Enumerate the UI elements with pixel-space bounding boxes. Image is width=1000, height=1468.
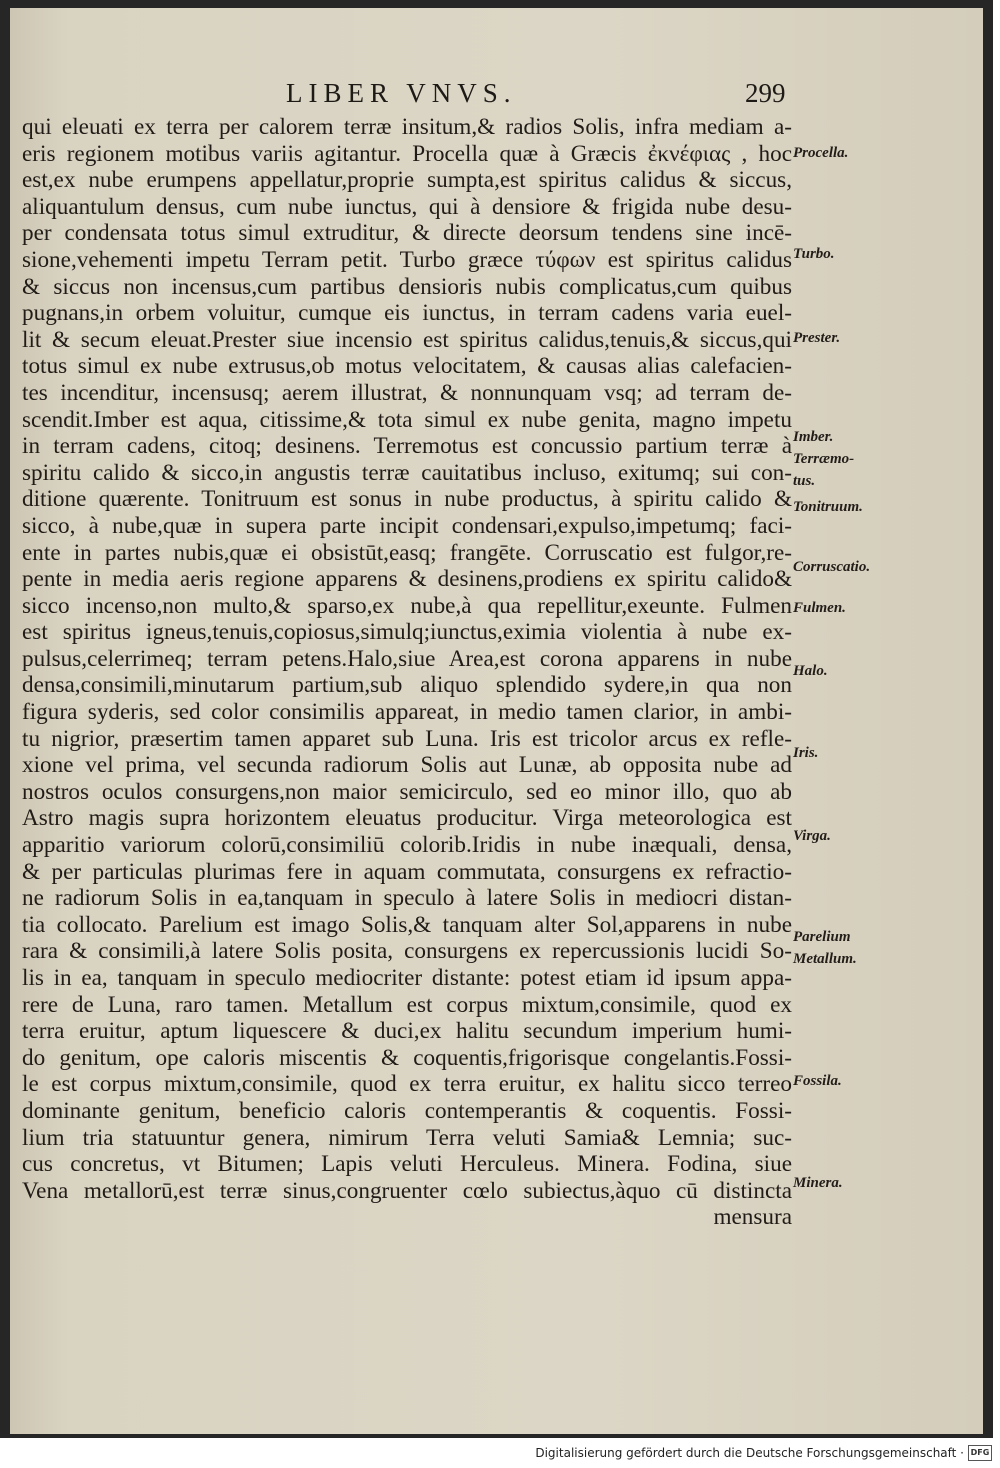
text-line: pulsus,celerrimeq; terram petens.Halo,siue Area,est corona apparens in nube [22, 645, 792, 672]
text-line: aliquantulum densus, cum nube iunctus, qui à densiore & frigida nube desu- [22, 193, 792, 220]
text-line: totus simul ex nube extrusus,ob motus velocitatem, & causas alias calefacien- [22, 353, 792, 380]
running-title: LIBER VNVS. [286, 78, 517, 108]
text-line: tes incenditur, incensusq; aerem illustrat, & nonnunquam vsq; ad terram de- [22, 379, 792, 406]
text-line: lit & secum eleuat.Prester siue incensio est spiritus calidus,tenuis,& siccus,qui [22, 326, 792, 353]
body-text [22, 114, 792, 1231]
text-line: dominante genitum, beneficio caloris contemperantis & coquentis. Fossi- [22, 1097, 792, 1124]
margin-note: Metallum. [793, 951, 857, 967]
text-line: est spiritus igneus,tenuis,copiosus,simulq;iunctus,eximia violentia à nube ex- [22, 619, 792, 646]
text-line: per condensata totus simul extruditur, & directe deorsum tendens sine incē- [22, 220, 792, 247]
funding-credit: Digitalisierung gefördert durch die Deutsche Forschungsgemeinschaft · [535, 1446, 964, 1460]
text-line: scendit.Imber est aqua, citissime,& tota simul ex nube genita, magno impetu [22, 406, 792, 433]
margin-note: Virga. [793, 828, 831, 844]
margin-note: Halo. [793, 663, 828, 679]
margin-note: Prester. [793, 330, 841, 346]
margin-note: Iris. [793, 745, 819, 761]
text-line: terra eruitur, aptum liquescere & duci,ex halitu secundum imperium humi- [22, 1018, 792, 1045]
text-line: nostros oculos consurgens,non maior semicirculo, sed eo minor illo, quo ab [22, 778, 792, 805]
margin-note: Fulmen. [793, 600, 846, 616]
text-line: lis in ea, tanquam in speculo mediocriter distante: potest etiam id ipsum appa- [22, 965, 792, 991]
text-line: cus concretus, vt Bitumen; Lapis veluti Herculeus. Minera. Fodina, siue [22, 1151, 792, 1178]
dfg-logo: DFG [968, 1445, 992, 1461]
text-line: tia collocato. Parelium est imago Solis,& tanquam alter Sol,apparens in nube [22, 911, 792, 938]
text-line: apparitio variorum colorū,consimiliū colorib.Iridis in nube inæquali, densa, [22, 832, 792, 859]
margin-note: Minera. [793, 1175, 843, 1191]
text-line: ditione quærente. Tonitruum est sonus in nube productus, à spiritu calido & [22, 486, 792, 513]
margin-note: Corruscatio. [793, 559, 871, 575]
text-line: qui eleuati ex terra per calorem terræ insitum,& radios Solis, infra mediam a- [22, 114, 792, 140]
text-line: rere de Luna, raro tamen. Metallum est corpus mixtum,consimile, quod ex [22, 991, 792, 1018]
text-line: xione vel prima, vel secunda radiorum Solis aut Lunæ, ab opposita nube ad [22, 752, 792, 779]
text-line: & per particulas plurimas fere in aquam commutata, consurgens ex refractio- [22, 858, 792, 885]
page-number: 299 [745, 78, 786, 108]
text-line: sicco incenso,non multo,& sparso,ex nube,à qua repellitur,exeunte. Fulmen [22, 592, 792, 619]
text-line: sione,vehementi impetu Terram petit. Turbo græce τύφων est spiritus calidus [22, 246, 792, 273]
catchword: mensura [713, 1204, 792, 1231]
margin-note: Terræmo- [793, 451, 855, 467]
margin-note: Parelium [793, 929, 851, 945]
text-line: pente in media aeris regione apparens & desinens,prodiens ex spiritu calido& [22, 566, 792, 593]
text-line: & siccus non incensus,cum partibus densioris nubis complicatus,cum quibus [22, 273, 792, 300]
text-line: lium tria statuuntur genera, nimirum Terra veluti Samia& Lemnia; suc- [22, 1124, 792, 1151]
text-line: ne radiorum Solis in ea,tanquam in speculo à latere Solis in mediocri distan- [22, 885, 792, 912]
text-line: ente in partes nubis,quæ ei obsistūt,easq; frangēte. Corruscatio est fulgor,re- [22, 539, 792, 566]
text-line: tu nigrior, præsertim tamen apparet sub Luna. Iris est tricolor arcus ex refle- [22, 725, 792, 752]
margin-note: Procella. [793, 145, 849, 161]
text-line: spiritu calido & sicco,in angustis terræ cauitatibus incluso, exitumq; sui con- [22, 459, 792, 486]
text-line: eris regionem motibus variis agitantur. Procella quæ à Græcis ἐκνέφιας , hoc [22, 140, 792, 167]
text-line: est,ex nube erumpens appellatur,proprie sumpta,est spiritus calidus & siccus, [22, 167, 792, 194]
text-line: pugnans,in orbem voluitur, cumque eis iunctus, in terram cadens varia euel- [22, 300, 792, 327]
text-line: Vena metallorū,est terræ sinus,congruenter cœlo subiectus,àquo cū distincta [22, 1177, 792, 1204]
text-line: in terram cadens, citoq; desinens. Terremotus est concussio partium terræ à [22, 433, 792, 460]
margin-note: tus. [793, 473, 816, 489]
text-line: le est corpus mixtum,consimile, quod ex terra eruitur, ex halitu sicco terreo [22, 1071, 792, 1098]
text-line: figura syderis, sed color consimilis appareat, in medio tamen clarior, in ambi- [22, 699, 792, 726]
text-line: Astro magis supra horizontem eleuatus producitur. Virga meteorologica est [22, 805, 792, 832]
text-line: rara & consimili,à latere Solis posita, consurgens ex repercussionis lucidi So- [22, 938, 792, 965]
margin-note: Fossila. [793, 1073, 842, 1089]
margin-note: Turbo. [793, 246, 835, 262]
margin-note: Imber. [793, 429, 834, 445]
margin-note: Tonitruum. [793, 499, 863, 515]
text-line: do genitum, ope caloris miscentis & coquentis,frigorisque congelantis.Fossi- [22, 1044, 792, 1071]
text-line: sicco, à nube,quæ in supera parte incipit condensari,expulso,impetumq; faci- [22, 512, 792, 539]
text-line: densa,consimili,minutarum partium,sub aliquo splendido sydere,in qua non [22, 672, 792, 699]
